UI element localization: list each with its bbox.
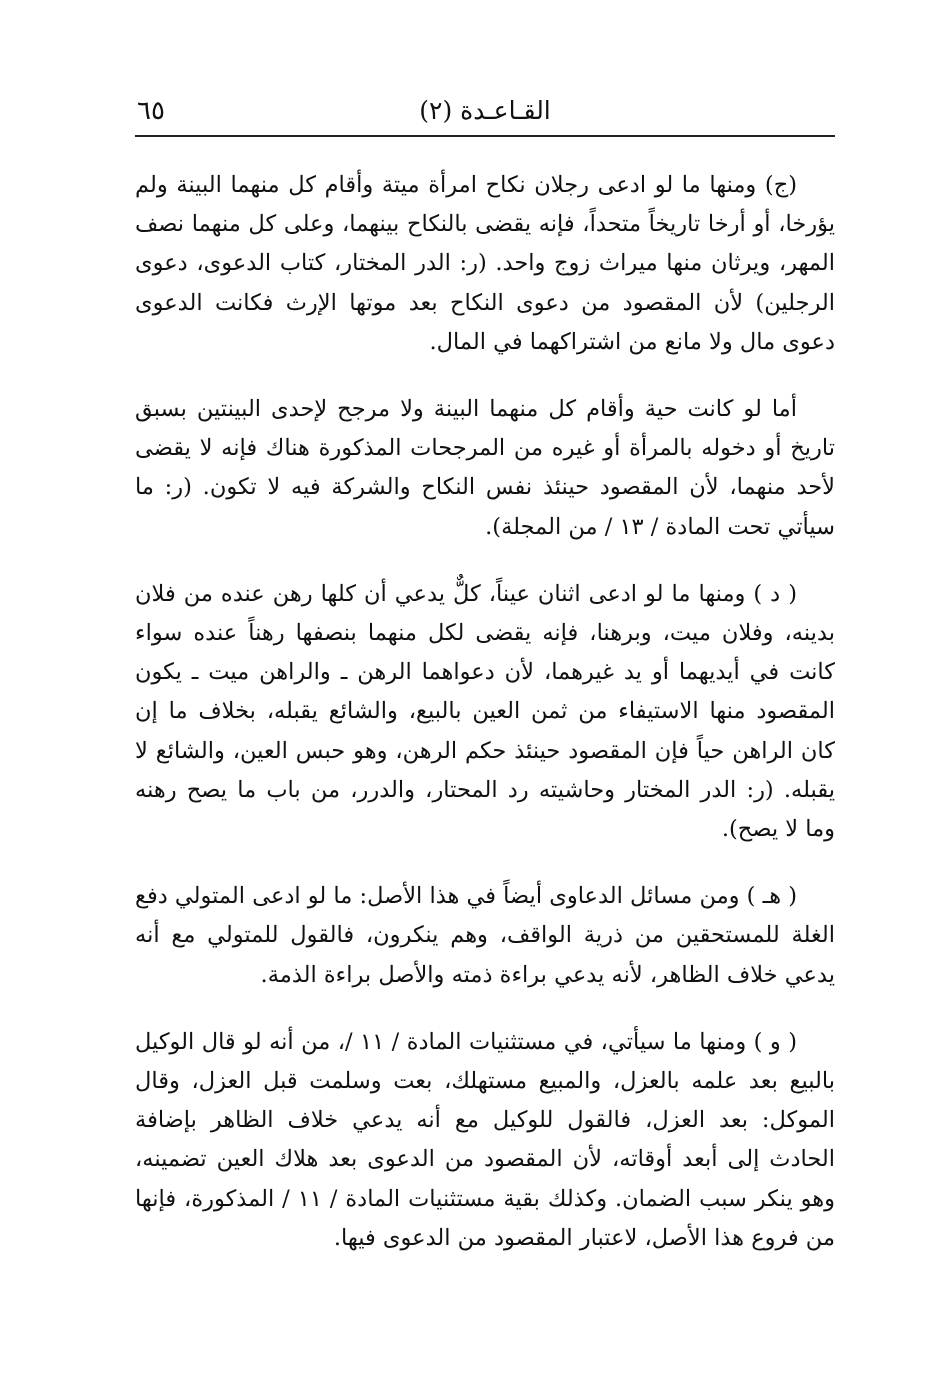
page-header bbox=[135, 92, 835, 132]
paragraph-jim: (ج) ومنها ما لو ادعى رجلان نكاح امرأة ميتة وأقام كل منهما البينة ولم يؤرخا، أو أرخا تاريخاً متحداً، فإنه يقضى بالنكاح بينهما، وعلى كل منهما نصف المهر، ويرثان منها ميراث زوج واحد. (ر: الدر المختار، كتاب الدعوى، دعوى الرجلين) لأن المقصود من دعوى النكاح بعد موتها الإرث فكانت الدعوى دعوى مال ولا مانع من اشتراكهما في المال. bbox=[135, 172, 835, 355]
header-divider bbox=[135, 135, 835, 137]
paragraph-ha: ( هـ ) ومن مسائل الدعاوى أيضاً في هذا الأصل: ما لو ادعى المتولي دفع الغلة للمستحقين من ذرية الواقف، وهم ينكرون، فالقول للمتولي مع أنه يدعي خلاف الظاهر، لأنه يدعي براءة ذمته والأصل براءة الذمة. bbox=[135, 883, 835, 988]
page-number: ٦٥ bbox=[137, 96, 165, 126]
page-body bbox=[135, 166, 835, 1258]
paragraph-waw: ( و ) ومنها ما سيأتي، في مستثنيات المادة / ١١ /، من أنه لو قال الوكيل بالبيع بعد علمه بالعزل، والمبيع مستهلك، بعت وسلمت قبل العزل، وقال الموكل: بعد العزل، فالقول للوكيل مع أنه يدعي خلاف الظاهر بإضافة الحادث إلى أبعد أوقاته، لأن المقصود من الدعوى بعد هلاك العين تضمينه، وهو ينكر سبب الضمان. وكذلك بقية مستثنيات المادة / ١١ / المذكورة، فإنها من فروع هذا الأصل، لاعتبار المقصود من الدعوى فيها. bbox=[135, 1028, 836, 1251]
paragraph-living-wife: أما لو كانت حية وأقام كل منهما البينة ولا مرجح لإحدى البينتين بسبق تاريخ أو دخوله بالمرأة أو غيره من المرجحات المذكورة هناك فإنه لا يقضى لأحد منهما، لأن المقصود حينئذ نفس النكاح والشركة فيه لا تكون. (ر: ما سيأتي تحت المادة / ١٣ / من المجلة). bbox=[135, 396, 835, 540]
paragraph-dal: ( د ) ومنها ما لو ادعى اثنان عيناً، كلٌّ يدعي أن كلها رهن عنده من فلان بدينه، وفلان ميت، وبرهنا، فإنه يقضى لكل منهما بنصفها رهناً عنده سواء كانت في أيديهما أو يد غيرهما، لأن دعواهما الرهن ـ والراهن ميت ـ يكون المقصود منها الاستيفاء من ثمن العين بالبيع، والشائع يقبله، بخلاف ما إن كان الراهن حياً فإن المقصود حينئذ حكم الرهن، وهو حبس العين، والشائع لا يقبله. (ر: الدر المختار وحاشيته رد المحتار، والدرر، من باب ما يصح رهنه وما لا يصح). bbox=[135, 580, 835, 843]
running-title: القـاعـدة (٢) bbox=[419, 96, 551, 125]
